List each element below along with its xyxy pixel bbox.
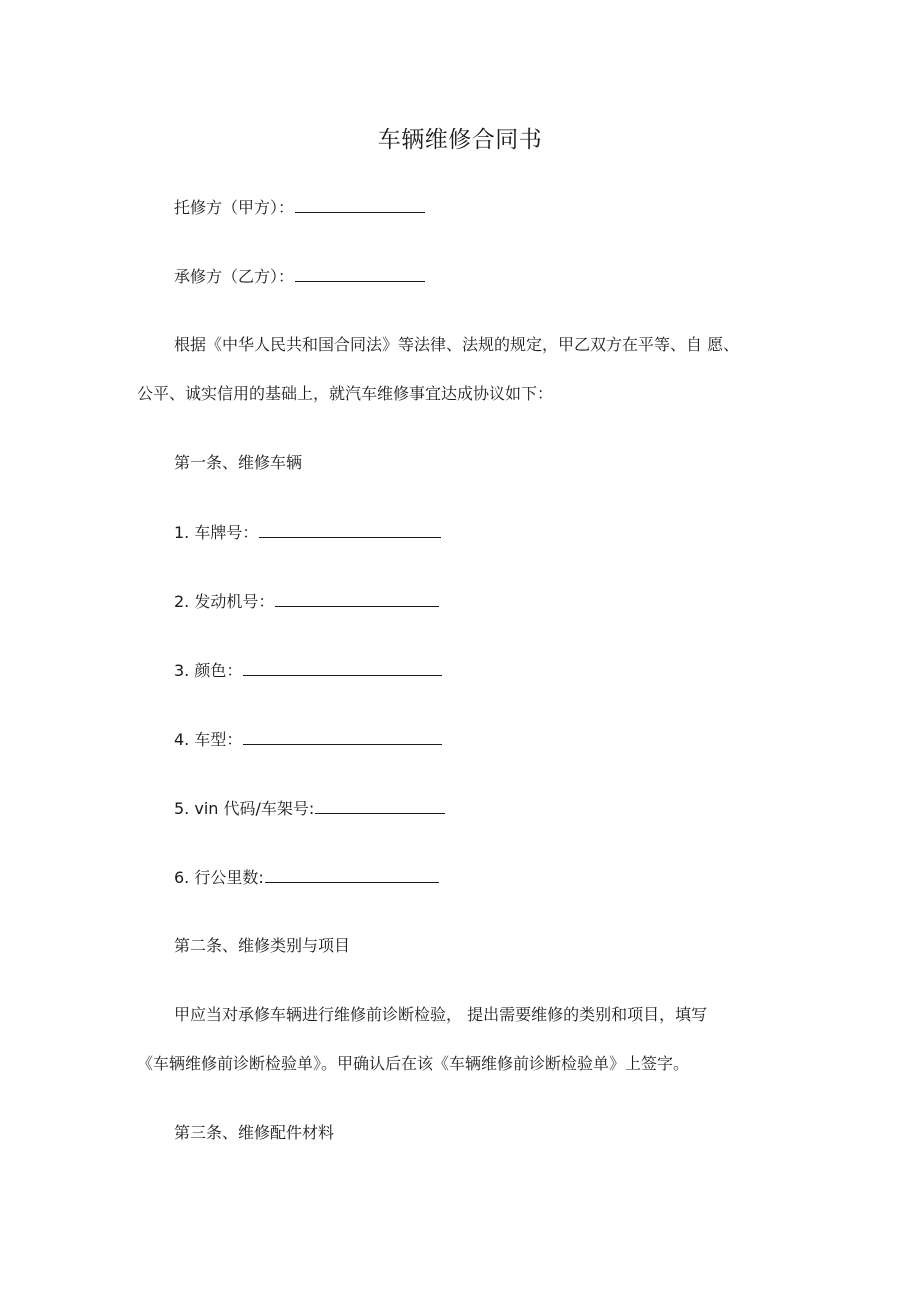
party-a-blank[interactable] (295, 196, 425, 213)
engine-number-blank[interactable] (275, 590, 439, 607)
vehicle-field-engine (174, 590, 439, 613)
intro-paragraph-line-1: 根据《中华人民共和国合同法》等法律、法规的规定，甲乙双方在平等、自 愿、 (174, 335, 740, 354)
party-a-line (174, 196, 425, 219)
party-b-label: 承修方（乙方）： (174, 267, 295, 286)
model-blank[interactable] (243, 728, 442, 745)
mileage-blank[interactable] (265, 866, 439, 883)
color-label: 3. 颜色： (174, 661, 243, 680)
vin-blank[interactable] (315, 797, 445, 814)
color-blank[interactable] (243, 659, 442, 676)
vehicle-field-vin (174, 797, 445, 820)
article-2-heading: 第二条、维修类别与项目 (174, 936, 351, 955)
engine-number-label: 2. 发动机号： (174, 592, 275, 611)
vehicle-field-plate (174, 521, 441, 544)
article-2-line-1: 甲应当对承修车辆进行维修前诊断检验， 提出需要维修的类别和项目，填写 (174, 1005, 708, 1024)
vehicle-field-mileage (174, 866, 439, 889)
mileage-label: 6. 行公里数: (174, 868, 264, 887)
document-title: 车辆维修合同书 (377, 127, 543, 153)
vin-label: 5. vin 代码/车架号: (174, 799, 315, 818)
party-b-line (174, 265, 425, 288)
plate-number-label: 1. 车牌号： (174, 523, 259, 542)
intro-paragraph-line-2: 公平、诚实信用的基础上，就汽车维修事宜达成协议如下： (137, 384, 554, 403)
model-label: 4. 车型： (174, 730, 243, 749)
plate-number-blank[interactable] (259, 521, 441, 538)
party-a-label: 托修方（甲方）： (174, 198, 295, 217)
article-3-heading: 第三条、维修配件材料 (174, 1123, 335, 1142)
article-2-line-2: 《车辆维修前诊断检验单》。甲确认后在该《车辆维修前诊断检验单》上签字。 (137, 1054, 690, 1073)
vehicle-field-color (174, 659, 442, 682)
party-b-blank[interactable] (295, 265, 425, 282)
vehicle-field-model (174, 728, 442, 751)
article-1-heading: 第一条、维修车辆 (174, 453, 303, 472)
